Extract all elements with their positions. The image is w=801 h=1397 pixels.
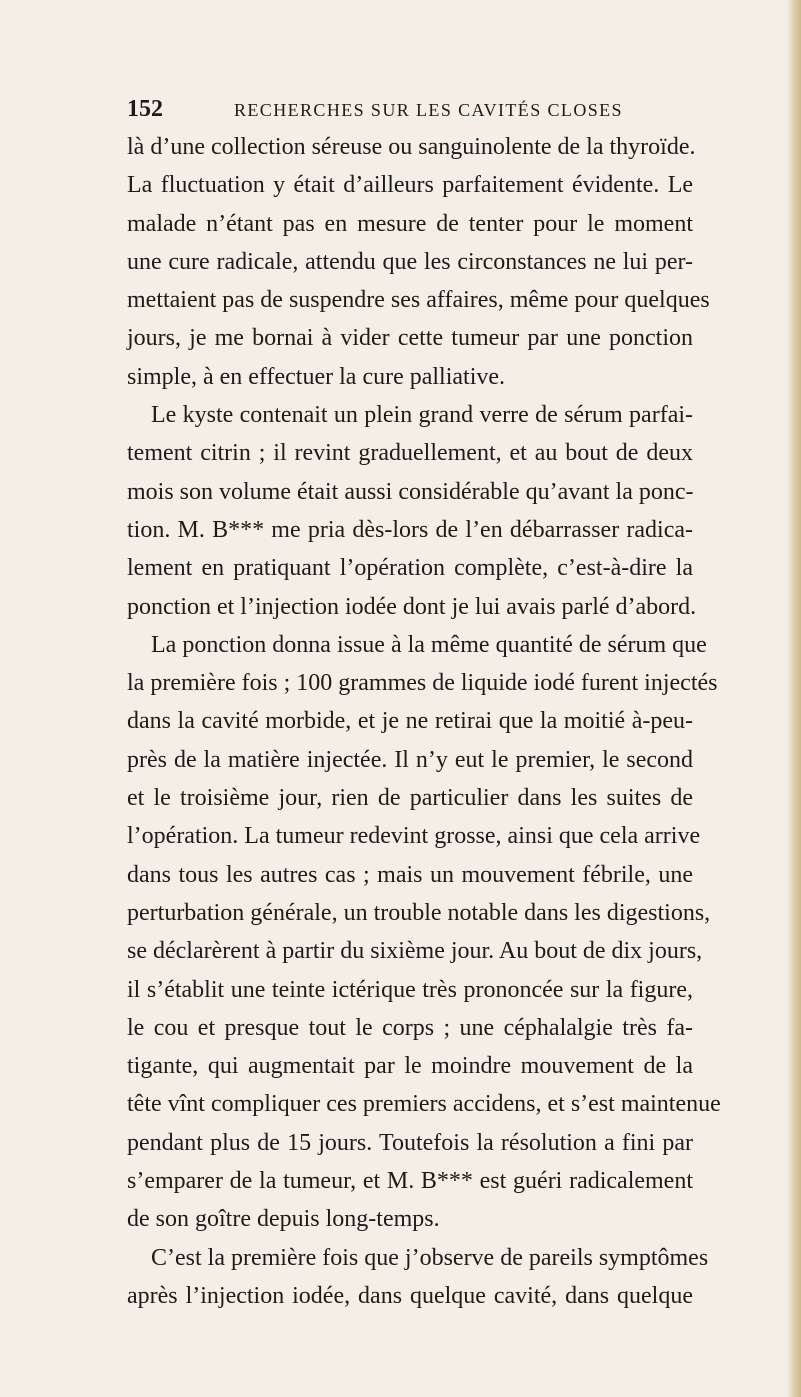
- text-line: C’est la première fois que j’observe de pareils symptômes: [151, 1244, 709, 1271]
- text-line: et le troisième jour, rien de particulier dans les suites de: [127, 785, 693, 812]
- text-line: malade n’étant pas en mesure de tenter pour le moment: [127, 210, 693, 237]
- text-line: dans la cavité morbide, et je ne retirai que la moitié à-peu-: [127, 708, 693, 735]
- text-line: simple, à en effectuer la cure palliative.: [127, 363, 506, 390]
- text-line: se déclarèrent à partir du sixième jour. Au bout de dix jours,: [127, 938, 703, 965]
- text-line: le cou et presque tout le corps ; une céphalalgie très fa-: [127, 1014, 693, 1041]
- text-line: la première fois ; 100 grammes de liquide iodé furent injectés: [127, 670, 718, 697]
- text-line: là d’une collection séreuse ou sanguinolente de la thyroïde.: [127, 134, 696, 160]
- text-line: tement citrin ; il revint graduellement, et au bout de deux: [127, 440, 693, 467]
- text-line: mois son volume était aussi considérable qu’avant la ponc-: [127, 478, 694, 505]
- text-line: de son goître depuis long-temps.: [127, 1206, 440, 1233]
- text-line: l’opération. La tumeur redevint grosse, ainsi que cela arrive: [127, 823, 701, 850]
- text-line: La fluctuation y était d’ailleurs parfaitement évidente. Le: [127, 172, 693, 199]
- text-body: [127, 128, 721, 1315]
- text-line: mettaient pas de suspendre ses affaires, même pour quelques: [127, 287, 710, 314]
- page-number: 152: [127, 96, 163, 122]
- running-title: RECHERCHES SUR LES CAVITÉS CLOSES: [234, 100, 623, 120]
- text-line: Le kyste contenait un plein grand verre de sérum parfai-: [151, 402, 693, 429]
- text-line: tion. M. B*** me pria dès-lors de l’en débarrasser radica-: [127, 516, 693, 543]
- text-line: dans tous les autres cas ; mais un mouvement fébrile, une: [127, 861, 693, 888]
- text-line: une cure radicale, attendu que les circonstances ne lui per-: [127, 248, 693, 275]
- text-line: perturbation générale, un trouble notable dans les digestions,: [127, 899, 711, 926]
- text-line: il s’établit une teinte ictérique très prononcée sur la figure,: [127, 976, 693, 1003]
- text-line: pendant plus de 15 jours. Toutefois la résolution a fini par: [127, 1129, 693, 1156]
- text-line: ponction et l’injection iodée dont je lui avais parlé d’abord.: [127, 593, 697, 620]
- page-header: [127, 96, 687, 122]
- text-line: après l’injection iodée, dans quelque cavité, dans quelque: [127, 1282, 693, 1309]
- page-edge: [787, 0, 801, 1397]
- text-line: tête vînt compliquer ces premiers accidens, et s’est maintenue: [127, 1091, 721, 1118]
- text-line: jours, je me bornai à vider cette tumeur par une ponction: [127, 325, 693, 352]
- text-line: tigante, qui augmentait par le moindre mouvement de la: [127, 1053, 693, 1080]
- text-line: s’emparer de la tumeur, et M. B*** est guéri radicalement: [127, 1168, 693, 1195]
- text-line: lement en pratiquant l’opération complète, c’est-à-dire la: [127, 555, 693, 582]
- text-line: La ponction donna issue à la même quantité de sérum que: [151, 631, 707, 658]
- text-line: près de la matière injectée. Il n’y eut le premier, le second: [127, 746, 693, 773]
